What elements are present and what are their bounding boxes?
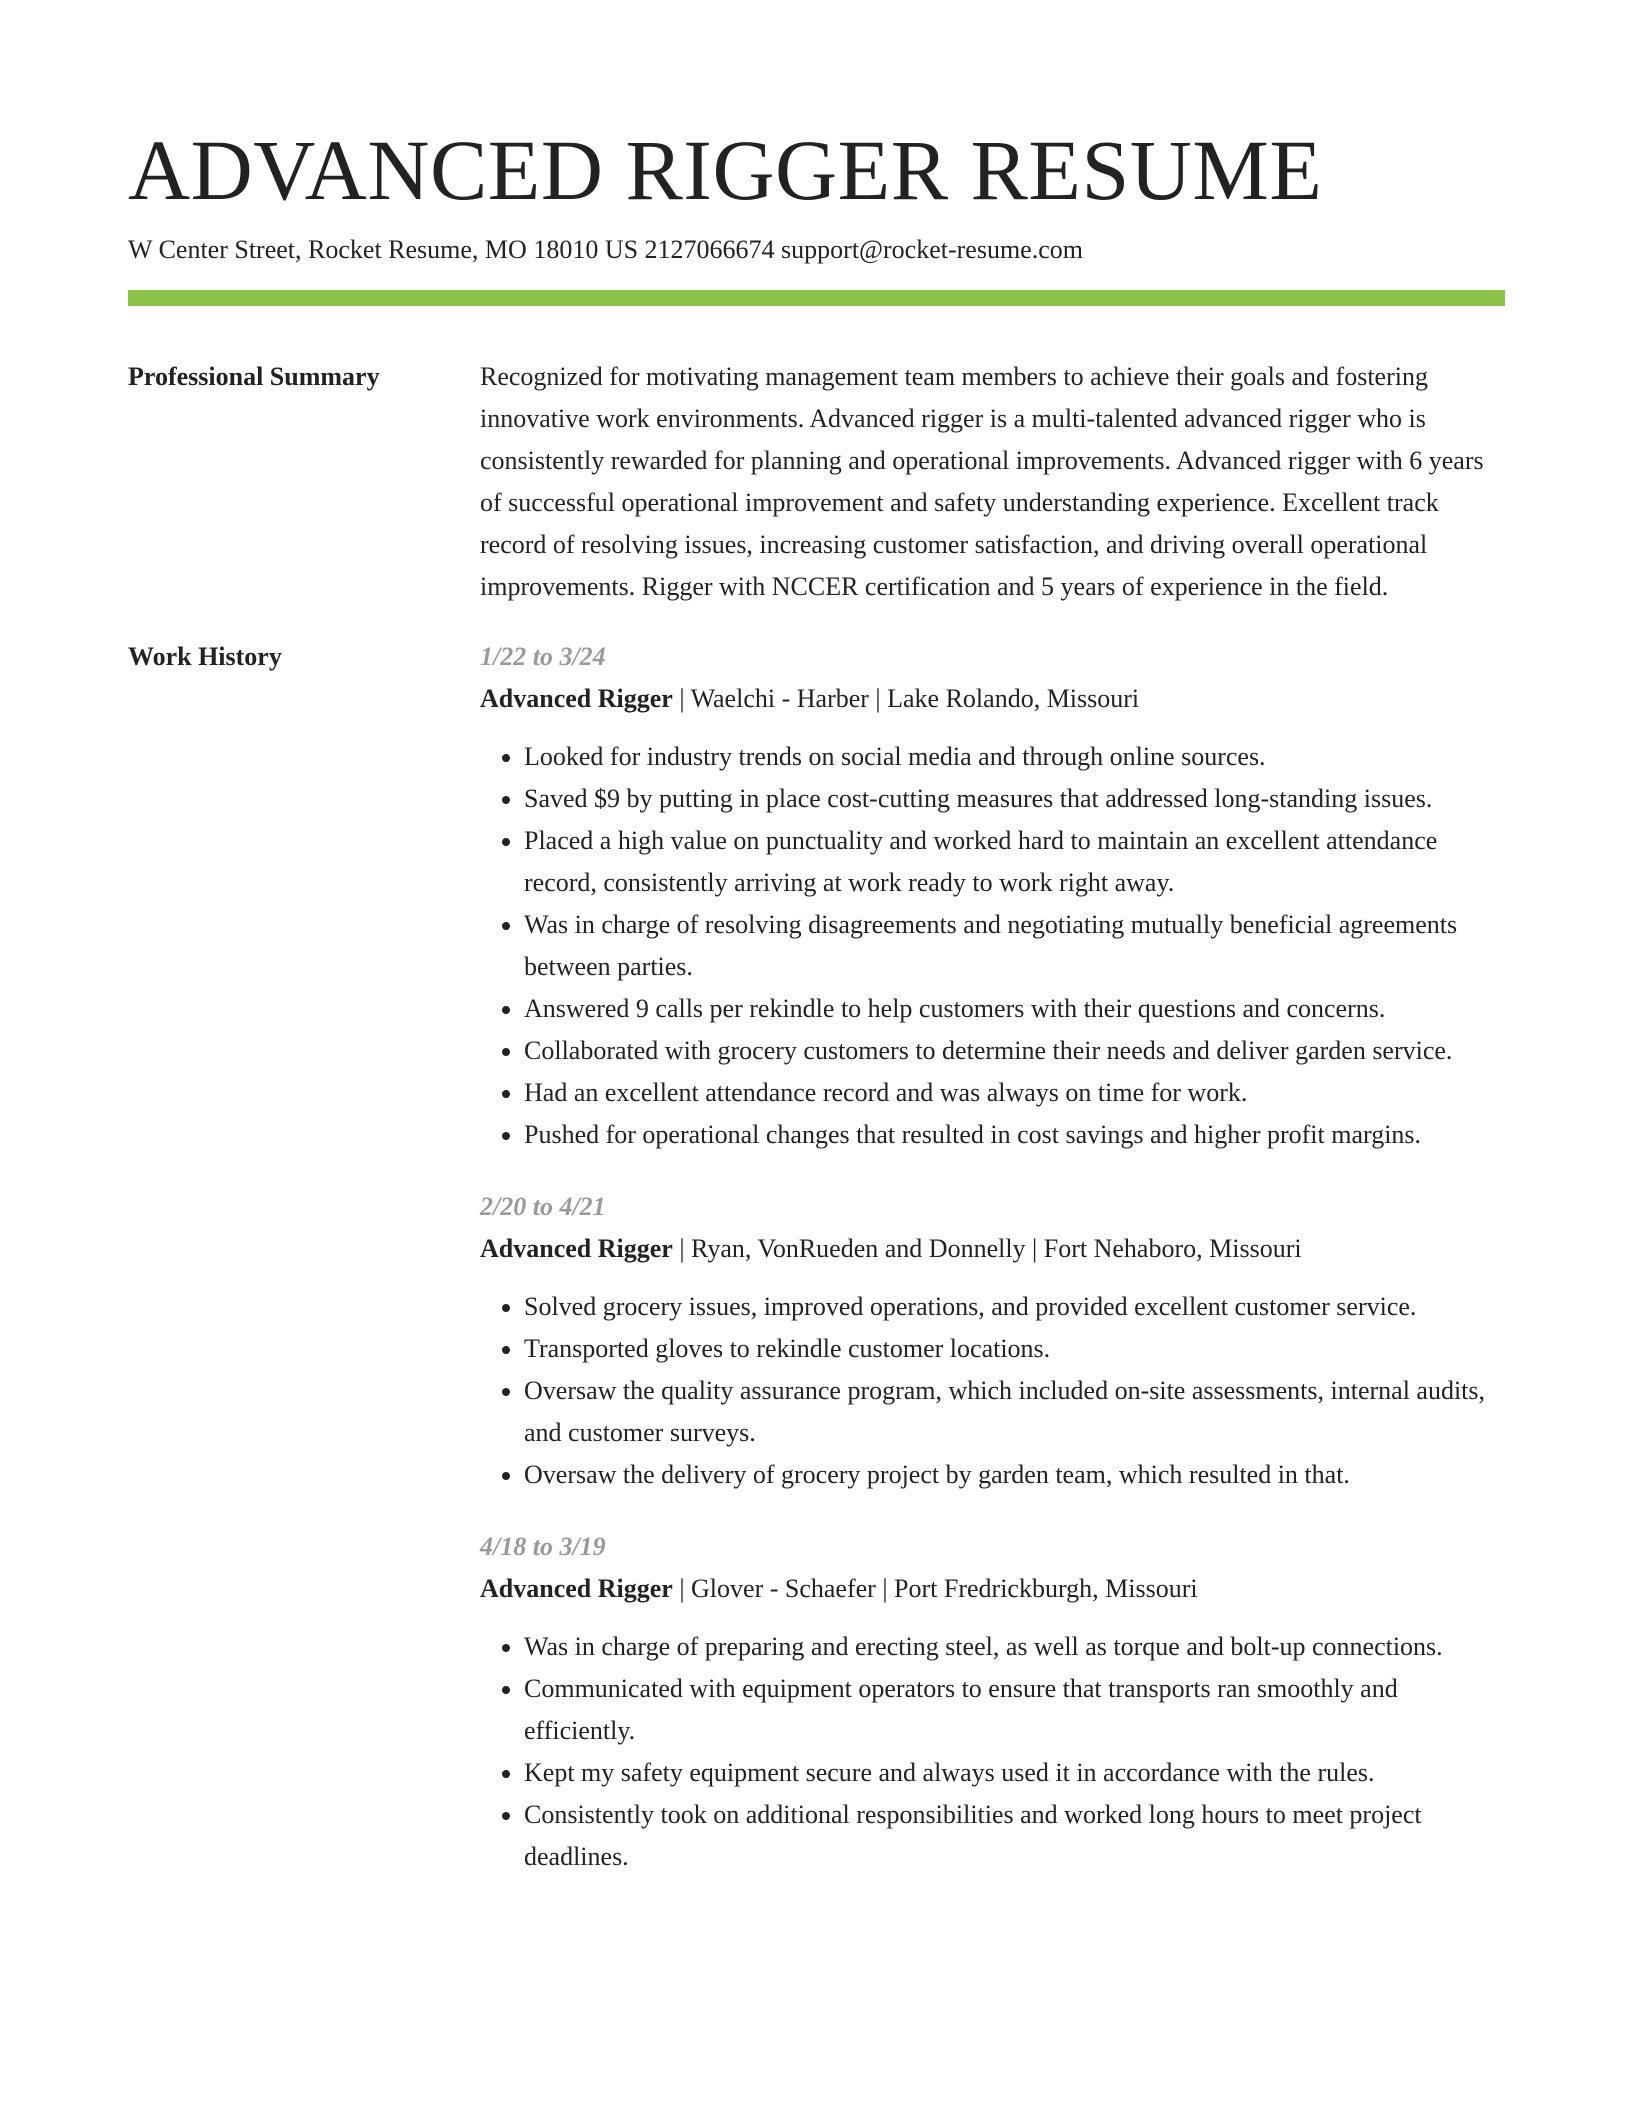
- job-details: | Ryan, VonRueden and Donnelly | Fort Nehaboro, Missouri: [672, 1234, 1302, 1263]
- job-title: Advanced Rigger: [480, 1234, 673, 1263]
- job-entry: [480, 1526, 1505, 1878]
- work-history-body: [480, 636, 1505, 1908]
- job-heading: [480, 1228, 1505, 1270]
- section-label-summary: Professional Summary: [128, 362, 380, 391]
- list-item: • Pushed for operational changes that resulted in cost savings and higher profit margins.: [524, 1114, 1505, 1156]
- job-heading: [480, 1568, 1505, 1610]
- summary-text: Recognized for motivating management team members to achieve their goals and fostering innovative work environments. Advanced rigger is a multi-talented advanced rigger who is consistently rewarded for planning and operational improvements. Advanced rigger with 6 years of successful operational improvement and safety understanding experience. Excellent track record of resolving issues, increasing customer satisfaction, and driving overall operational improvements. Rigger with NCCER certification and 5 years of experience in the field.: [480, 362, 1484, 601]
- professional-summary-section: [128, 356, 1505, 608]
- list-item: • Oversaw the delivery of grocery project by garden team, which resulted in that.: [524, 1454, 1505, 1496]
- job-bullets: [480, 1626, 1505, 1878]
- list-item: • Solved grocery issues, improved operations, and provided excellent customer service.: [524, 1286, 1505, 1328]
- job-heading: [480, 678, 1505, 720]
- job-details: | Glover - Schaefer | Port Fredrickburgh, Missouri: [672, 1574, 1198, 1603]
- contact-line: W Center Street, Rocket Resume, MO 18010 US 2127066674 support@rocket-resume.com: [128, 235, 1083, 264]
- list-item: • Consistently took on additional responsibilities and worked long hours to meet project deadlines.: [524, 1794, 1505, 1878]
- list-item: • Had an excellent attendance record and was always on time for work.: [524, 1072, 1505, 1114]
- job-entry: [480, 636, 1505, 1156]
- list-item: • Saved $9 by putting in place cost-cutting measures that addressed long-standing issues.: [524, 778, 1505, 820]
- resume-page: [128, 120, 1505, 1908]
- list-item: • Transported gloves to rekindle customer locations.: [524, 1328, 1505, 1370]
- page-title: ADVANCED RIGGER RESUME: [128, 122, 1323, 218]
- job-entry: [480, 1186, 1505, 1496]
- list-item: • Was in charge of resolving disagreements and negotiating mutually beneficial agreements between parties.: [524, 904, 1505, 988]
- summary-body: [480, 356, 1505, 608]
- list-item: • Collaborated with grocery customers to determine their needs and deliver garden service.: [524, 1030, 1505, 1072]
- section-label-work: Work History: [128, 642, 282, 671]
- list-item: • Communicated with equipment operators to ensure that transports ran smoothly and efficiently.: [524, 1668, 1505, 1752]
- job-bullets: [480, 736, 1505, 1156]
- job-dates: 1/22 to 3/24: [480, 642, 606, 671]
- header-divider: [128, 290, 1505, 306]
- job-title: Advanced Rigger: [480, 684, 673, 713]
- job-details: | Waelchi - Harber | Lake Rolando, Missouri: [672, 684, 1140, 713]
- list-item: • Placed a high value on punctuality and worked hard to maintain an excellent attendance record, consistently arriving at work ready to work right away.: [524, 820, 1505, 904]
- work-history-section: [128, 636, 1505, 1908]
- list-item: • Answered 9 calls per rekindle to help customers with their questions and concerns.: [524, 988, 1505, 1030]
- list-item: • Oversaw the quality assurance program, which included on-site assessments, internal audits, and customer surveys.: [524, 1370, 1505, 1454]
- job-dates: 4/18 to 3/19: [480, 1532, 606, 1561]
- job-dates: 2/20 to 4/21: [480, 1192, 606, 1221]
- job-title: Advanced Rigger: [480, 1574, 673, 1603]
- list-item: • Looked for industry trends on social media and through online sources.: [524, 736, 1505, 778]
- job-bullets: [480, 1286, 1505, 1496]
- list-item: • Was in charge of preparing and erecting steel, as well as torque and bolt-up connections.: [524, 1626, 1505, 1668]
- list-item: • Kept my safety equipment secure and always used it in accordance with the rules.: [524, 1752, 1505, 1794]
